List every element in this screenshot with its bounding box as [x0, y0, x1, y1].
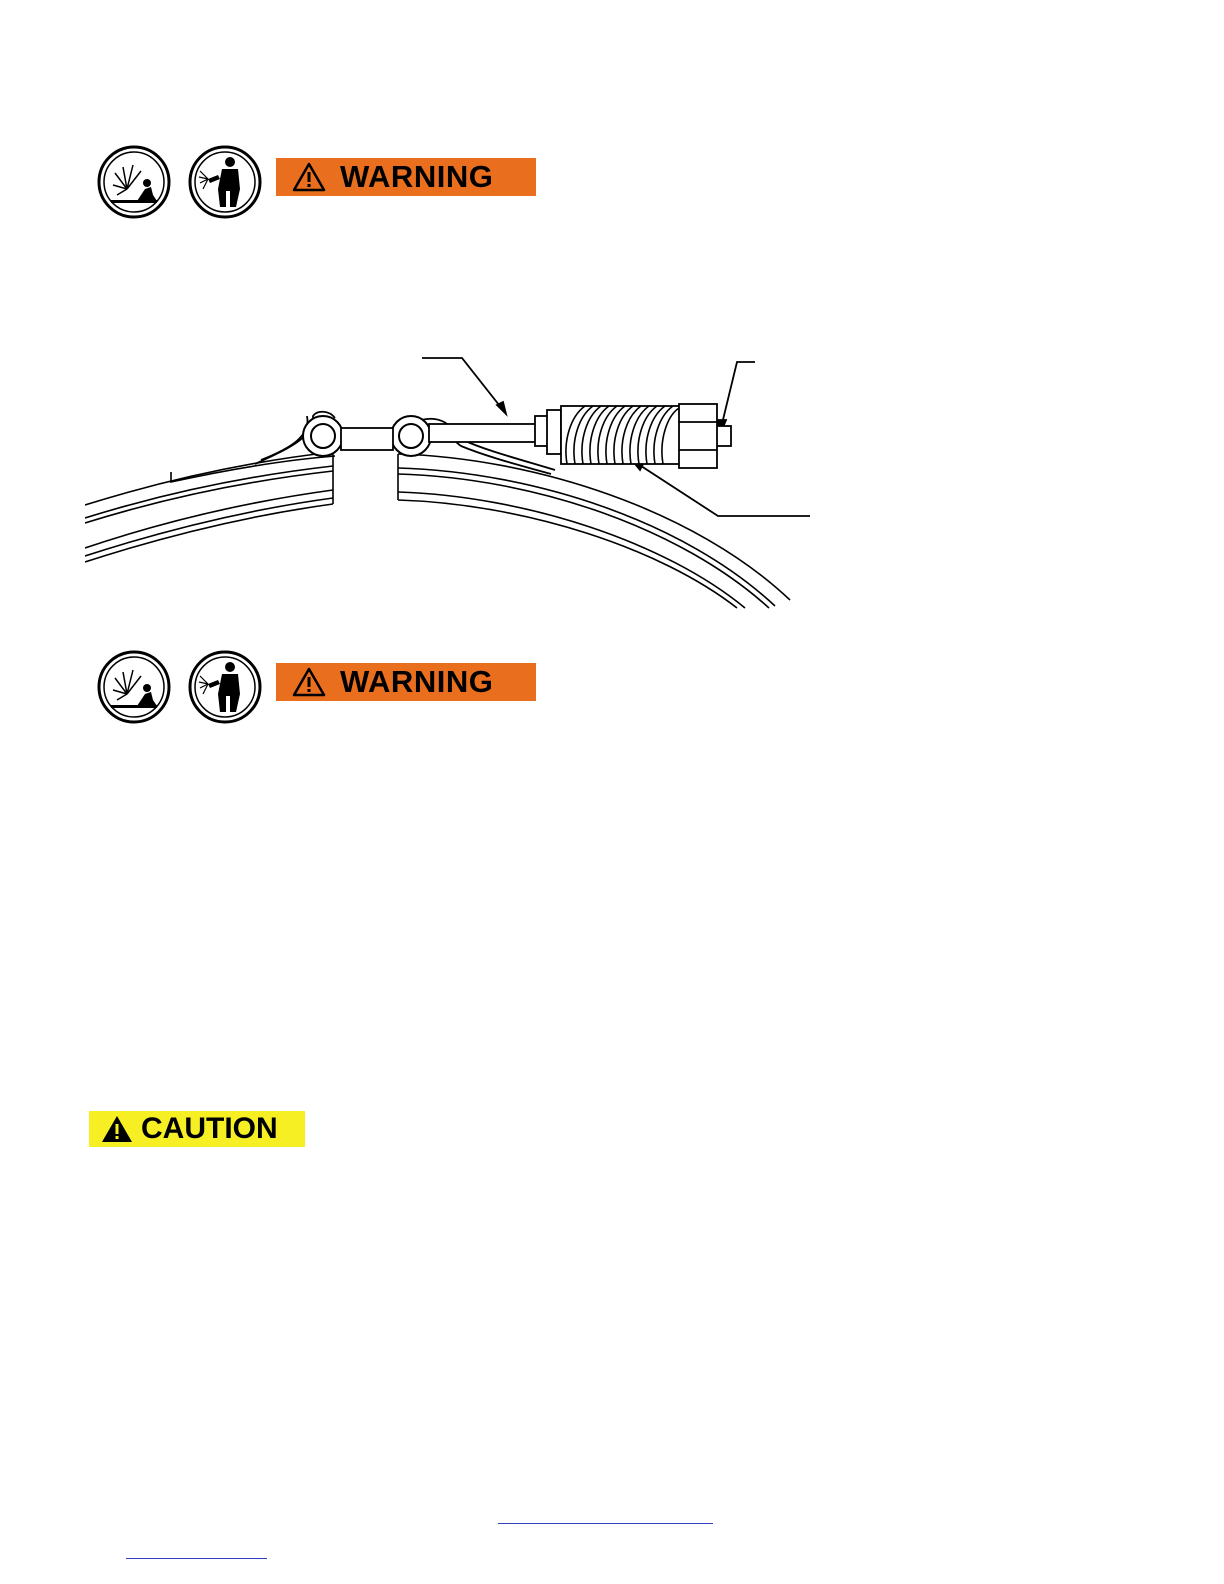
caution-label	[89, 1111, 305, 1147]
clamp-band-left	[85, 452, 335, 562]
alert-triangle-icon	[292, 162, 326, 192]
leader-line-bolt	[422, 358, 506, 414]
warning-label	[276, 158, 536, 196]
warning-text: WARNING	[340, 664, 494, 699]
hinge-pin-left	[303, 416, 343, 456]
footer-link-underline[interactable]	[498, 1523, 713, 1524]
caution-text: CAUTION	[141, 1112, 278, 1145]
nut	[679, 404, 717, 468]
warning-label	[276, 663, 536, 701]
spring	[561, 406, 681, 464]
clamp-band-right	[398, 454, 790, 608]
clamp-diagram	[85, 350, 825, 615]
explosion-hazard-icon	[97, 145, 171, 219]
spray-injection-hazard-icon	[188, 650, 262, 724]
alert-triangle-icon	[292, 667, 326, 697]
alert-triangle-icon	[101, 1115, 133, 1143]
leader-line-nut	[716, 362, 755, 432]
footer-link-underline[interactable]	[126, 1558, 267, 1559]
explosion-hazard-icon	[97, 650, 171, 724]
spray-injection-hazard-icon	[188, 145, 262, 219]
hinge-pin-right	[391, 416, 431, 456]
warning-text: WARNING	[340, 159, 494, 194]
leader-line-spring	[632, 460, 810, 516]
